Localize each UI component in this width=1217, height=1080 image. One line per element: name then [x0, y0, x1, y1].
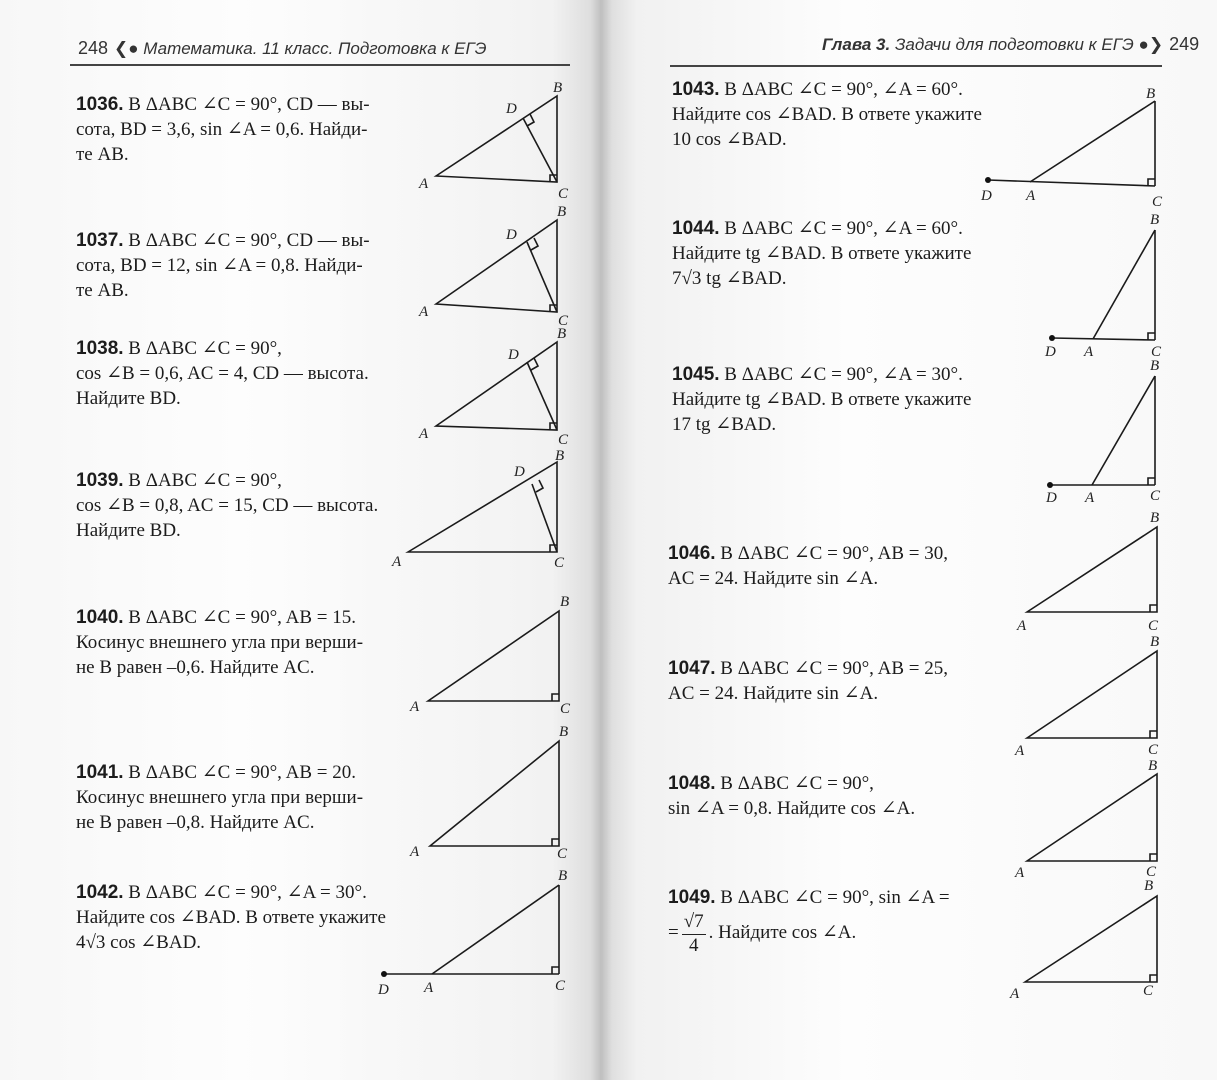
problem-number: 1038. — [76, 338, 124, 359]
problem-number: 1048. — [668, 773, 716, 794]
problem-line: В ΔABC ∠C = 90°, CD — вы- — [128, 230, 370, 251]
right-angle-mark — [1148, 179, 1155, 186]
problem-line: В ΔABC ∠C = 90°, ∠A = 30°. — [128, 882, 367, 903]
label-b: B — [559, 724, 569, 740]
problem-line: Косинус внешнего угла при верши- — [76, 632, 364, 653]
label-b: B — [1148, 758, 1158, 774]
problem-line: Косинус внешнего угла при верши- — [76, 787, 364, 808]
label-b: B — [1150, 510, 1160, 526]
left-page-number: 248 — [78, 38, 109, 58]
triangle-abc — [1027, 527, 1157, 612]
triangle-figure-1038 — [418, 326, 569, 448]
problem-line: В ΔABC ∠C = 90°, — [128, 338, 282, 359]
problem-number: 1037. — [76, 230, 124, 251]
triangle-abc — [1027, 651, 1157, 738]
label-a: A — [1085, 490, 1095, 506]
right-page-number: 249 — [1169, 34, 1200, 54]
problem-number: 1040. — [76, 607, 124, 628]
problem-line: 7√3 tg ∠BAD. — [672, 268, 787, 289]
label-c: C — [558, 186, 569, 202]
label-d: D — [981, 188, 992, 204]
altitude-cd — [527, 242, 557, 312]
fraction-denominator: 4 — [688, 935, 699, 956]
problem-number: 1045. — [672, 364, 720, 385]
triangle-figure-1036 — [418, 80, 569, 202]
problem-line: 10 cos ∠BAD. — [672, 129, 787, 150]
label-a: A — [410, 699, 420, 715]
right-angle-mark — [1148, 478, 1155, 485]
label-a: A — [1026, 188, 1036, 204]
problem-line: не B равен –0,8. Найдите AC. — [76, 812, 315, 833]
hypotenuse-ab — [1093, 230, 1155, 339]
problem-line: В ΔABC ∠C = 90°, sin ∠A = — [720, 887, 950, 908]
problem-line: Найдите tg ∠BAD. В ответе укажите — [672, 243, 972, 264]
triangle-figure-1042 — [377, 868, 567, 998]
problem-line: В ΔABC ∠C = 90°, — [128, 470, 282, 491]
problem-line: В ΔABC ∠C = 90°, AB = 25, — [720, 658, 948, 679]
label-b: B — [1146, 86, 1156, 102]
problem-line: В ΔABC ∠C = 90°, AB = 20. — [128, 762, 356, 783]
left-header-title: Математика. 11 класс. Подготовка к ЕГЭ — [143, 39, 487, 58]
altitude-cd — [523, 118, 557, 182]
problem-number: 1047. — [668, 658, 716, 679]
triangle-figure-1040 — [409, 594, 571, 717]
problem-line: те AB. — [76, 280, 129, 301]
triangle-figure-1039 — [391, 448, 565, 571]
altitude-cd — [532, 484, 557, 552]
label-a: A — [1015, 743, 1025, 759]
triangle-figure-1043 — [980, 86, 1163, 210]
problem-line: В ΔABC ∠C = 90°, ∠A = 30°. — [724, 364, 963, 385]
label-c: C — [554, 555, 565, 571]
hypotenuse-ab — [432, 885, 559, 974]
right-angle-mark — [552, 839, 559, 846]
problem-number: 1046. — [668, 543, 716, 564]
label-c: C — [1151, 344, 1162, 360]
label-a: A — [1010, 986, 1020, 1002]
triangle-figure-1047 — [1014, 634, 1159, 759]
right-angle-mark — [1150, 975, 1157, 982]
label-b: B — [560, 594, 570, 610]
label-d: D — [378, 982, 389, 998]
point-d — [1049, 335, 1055, 341]
problem-number: 1039. — [76, 470, 124, 491]
problem-number: 1043. — [672, 79, 720, 100]
label-a: A — [419, 176, 429, 192]
right-angle-mark — [1150, 854, 1157, 861]
problem-line: AC = 24. Найдите sin ∠A. — [668, 568, 879, 589]
problem-line: В ΔABC ∠C = 90°, CD — вы- — [128, 94, 370, 115]
triangle-figure-1046 — [1016, 510, 1159, 634]
label-d: D — [1046, 490, 1057, 506]
right-angle-mark — [1150, 605, 1157, 612]
label-b: B — [557, 326, 567, 342]
problem-line: Найдите tg ∠BAD. В ответе укажите — [672, 389, 972, 410]
label-d: D — [506, 101, 517, 117]
label-b: B — [558, 868, 568, 884]
problem-line: не B равен –0,6. Найдите AC. — [76, 657, 315, 678]
extended-base-line — [1052, 338, 1155, 340]
problem-line: В ΔABC ∠C = 90°, ∠A = 60°. — [724, 79, 963, 100]
problem-line: 17 tg ∠BAD. — [672, 414, 777, 435]
problem-line: 4√3 cos ∠BAD. — [76, 932, 202, 953]
problem-line: сота, BD = 12, sin ∠A = 0,8. Найди- — [76, 255, 363, 276]
label-d: D — [508, 347, 519, 363]
problem-line: сота, BD = 3,6, sin ∠A = 0,6. Найди- — [76, 119, 368, 140]
problem-line: = — [668, 921, 679, 943]
label-b: B — [1144, 878, 1154, 894]
label-a: A — [1015, 865, 1025, 881]
point-d — [381, 971, 387, 977]
label-c: C — [1152, 194, 1163, 210]
label-d: D — [1045, 344, 1056, 360]
problem-line: Найдите cos ∠BAD. В ответе укажите — [672, 104, 982, 125]
triangle-figure-1045 — [1045, 358, 1161, 506]
right-angle-mark — [552, 694, 559, 701]
problem-line: AC = 24. Найдите sin ∠A. — [668, 683, 879, 704]
right-header-title: Задачи для подготовки к ЕГЭ — [894, 35, 1134, 54]
label-c: C — [555, 978, 566, 994]
triangle-figure-1041 — [409, 724, 568, 862]
hypotenuse-ab — [1030, 101, 1155, 182]
label-b: B — [553, 80, 563, 96]
triangle-figure-1037 — [418, 204, 569, 329]
label-a: A — [410, 844, 420, 860]
point-d — [985, 177, 991, 183]
label-c: C — [1148, 618, 1159, 634]
fraction-numerator: √7 — [682, 910, 706, 935]
label-d: D — [514, 464, 525, 480]
label-c: C — [557, 846, 568, 862]
label-c: C — [1150, 488, 1161, 504]
triangle-figure-1044 — [1044, 212, 1162, 360]
right-angle-mark — [536, 480, 543, 492]
right-angle-mark — [1148, 333, 1155, 340]
problem-number: 1042. — [76, 882, 124, 903]
label-c: C — [560, 701, 571, 717]
label-b: B — [557, 204, 567, 220]
triangle-abc — [428, 611, 559, 701]
hypotenuse-ab — [1092, 376, 1155, 485]
label-c: C — [1146, 864, 1157, 880]
problem-line: . Найдите cos ∠A. — [708, 921, 857, 943]
problem-line: В ΔABC ∠C = 90°, — [720, 773, 874, 794]
triangle-abc — [1025, 896, 1157, 982]
label-c: C — [558, 313, 569, 329]
triangle-abc — [436, 96, 557, 182]
label-a: A — [1017, 618, 1027, 634]
problem-line: cos ∠B = 0,8, AC = 15, CD — высота. — [76, 495, 379, 516]
label-d: D — [506, 227, 517, 243]
right-angle-mark — [552, 967, 559, 974]
extended-base-line — [988, 180, 1155, 186]
label-c: C — [1143, 983, 1154, 999]
problem-line: те AB. — [76, 144, 129, 165]
label-b: B — [1150, 358, 1160, 374]
problem-line: Найдите BD. — [76, 388, 181, 409]
triangle-figure-1048 — [1014, 758, 1157, 881]
triangle-figure-1049 — [1009, 878, 1157, 1002]
label-a: A — [419, 304, 429, 320]
triangle-abc — [1027, 774, 1157, 861]
header-ornament-icon: ●❯ — [1138, 35, 1164, 54]
altitude-cd — [527, 362, 557, 430]
problem-line: В ΔABC ∠C = 90°, AB = 15. — [128, 607, 356, 628]
problem-number: 1041. — [76, 762, 124, 783]
label-a: A — [424, 980, 434, 996]
right-angle-mark — [531, 238, 538, 250]
label-c: C — [558, 432, 569, 448]
triangle-abc — [408, 462, 557, 552]
label-a: A — [392, 554, 402, 570]
problem-line: sin ∠A = 0,8. Найдите cos ∠A. — [668, 798, 916, 819]
right-angle-mark — [1150, 731, 1157, 738]
header-ornament-icon: ❮● — [114, 39, 139, 58]
problem-number: 1049. — [668, 887, 716, 908]
problem-line: В ΔABC ∠C = 90°, AB = 30, — [720, 543, 948, 564]
problem-line: Найдите BD. — [76, 520, 181, 541]
label-b: B — [1150, 212, 1160, 228]
right-header-chapter: Глава 3. — [822, 35, 891, 54]
problem-line: Найдите cos ∠BAD. В ответе укажите — [76, 907, 386, 928]
label-a: A — [419, 426, 429, 442]
label-b: B — [1150, 634, 1160, 650]
problem-number: 1044. — [672, 218, 720, 239]
problem-line: cos ∠B = 0,6, AC = 4, CD — высота. — [76, 363, 369, 384]
label-a: A — [1084, 344, 1094, 360]
triangle-abc — [436, 342, 557, 430]
problem-number: 1036. — [76, 94, 124, 115]
problem-line: В ΔABC ∠C = 90°, ∠A = 60°. — [724, 218, 963, 239]
triangle-abc — [436, 220, 557, 312]
point-d — [1047, 482, 1053, 488]
triangle-abc — [430, 741, 559, 846]
label-b: B — [555, 448, 565, 464]
label-c: C — [1148, 742, 1159, 758]
